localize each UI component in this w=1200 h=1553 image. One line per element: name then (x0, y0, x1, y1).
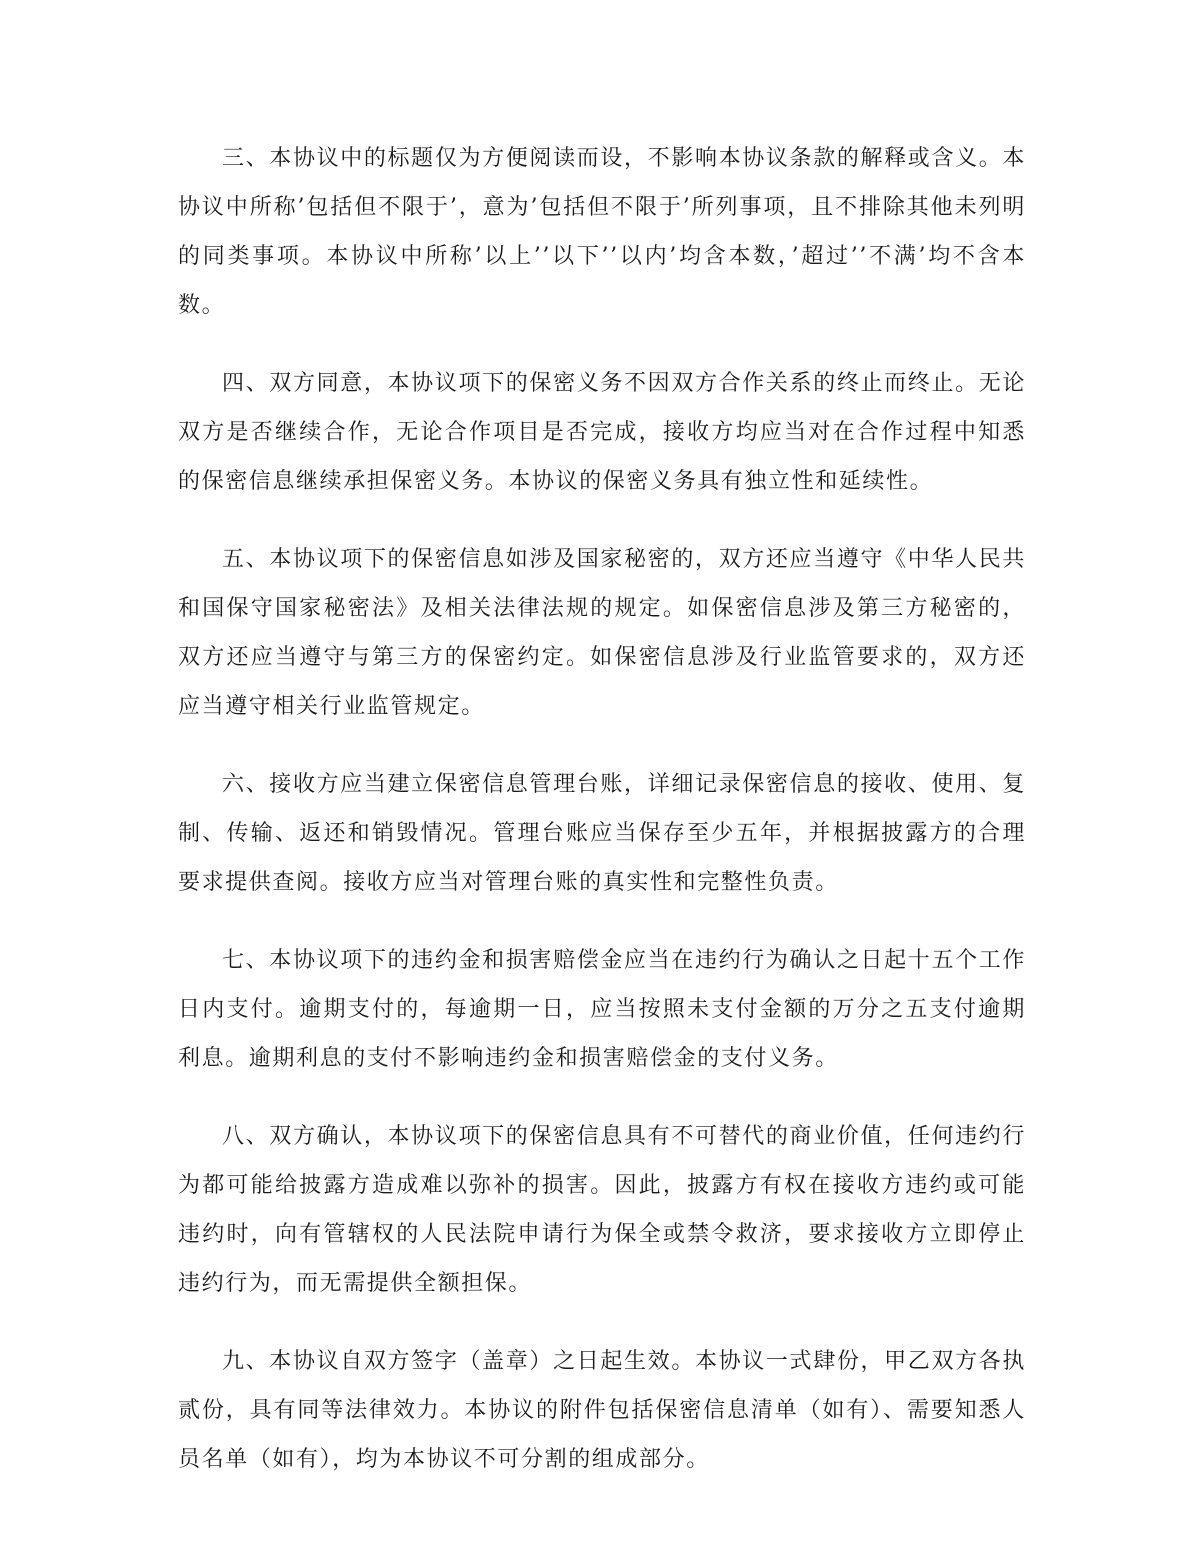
clause-5: 五、本协议项下的保密信息如涉及国家秘密的，双方还应当遵守《中华人民共和国保守国家秘密法》及相关法律法规的规定。如保密信息涉及第三方秘密的，双方还应当遵守与第三方的保密约定。如保密信息涉及行业监管要求的，双方还应当遵守相关行业监管规定。 (178, 547, 1026, 719)
clause-8: 八、双方确认，本协议项下的保密信息具有不可替代的商业价值，任何违约行为都可能给披露方造成难以弥补的损害。因此，披露方有权在接收方违约或可能违约时，向有管辖权的人民法院申请行为保全或禁令救济，要求接收方立即停止违约行为，而无需提供全额担保。 (178, 1124, 1026, 1296)
clause-6: 六、接收方应当建立保密信息管理台账，详细记录保密信息的接收、使用、复制、传输、返还和销毁情况。管理台账应当保存至少五年，并根据披露方的合理要求提供查阅。接收方应当对管理台账的真实性和完整性负责。 (178, 772, 1026, 895)
clause-9: 九、本协议自双方签字（盖章）之日起生效。本协议一式肆份，甲乙双方各执贰份，具有同等法律效力。本协议的附件包括保密信息清单（如有）、需要知悉人员名单（如有），均为本协议不可分割的组成部分。 (178, 1349, 1026, 1472)
document-page (178, 134, 1026, 1513)
clause-3: 三、本协议中的标题仅为方便阅读而设，不影响本协议条款的解释或含义。本协议中所称’包括但不限于’，意为’包括但不限于’所列事项，且不排除其他未列明的同类事项。本协议中所称’以上’’以下’’以内’均含本数，’超过’’不满’均不含本数。 (178, 146, 1026, 318)
clause-7: 七、本协议项下的违约金和损害赔偿金应当在违约行为确认之日起十五个工作日内支付。逾期支付的，每逾期一日，应当按照未支付金额的万分之五支付逾期利息。逾期利息的支付不影响违约金和损害赔偿金的支付义务。 (178, 948, 1026, 1071)
clause-4: 四、双方同意，本协议项下的保密义务不因双方合作关系的终止而终止。无论双方是否继续合作，无论合作项目是否完成，接收方均应当对在合作过程中知悉的保密信息继续承担保密义务。本协议的保密义务具有独立性和延续性。 (178, 371, 1026, 494)
